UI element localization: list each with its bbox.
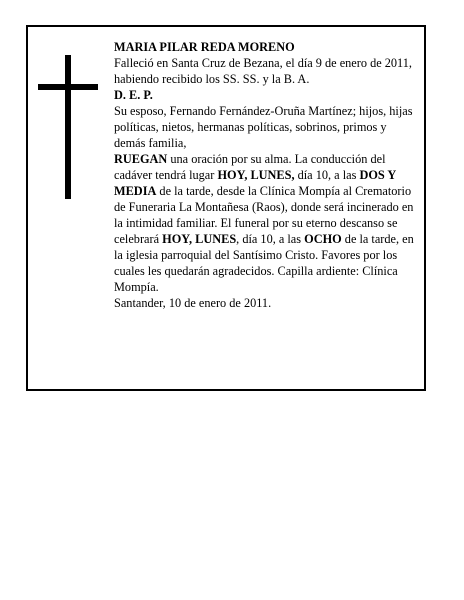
deceased-name: MARIA PILAR REDA MORENO [114,40,295,54]
cross-icon [38,55,98,199]
ceremony-details: RUEGAN una oración por su alma. La conducción del cadáver tendrá lugar HOY, LUNES, día 10, a las DOS Y MEDIA de la tarde, desde la Clínica Mompía al Crematorio de Funeraria La Montañesa (Raos), donde será incinerado en la intimidad familiar. El funeral por su eterno descanso se celebrará HOY, LUNES, día 10, a las OCHO de la tarde, en la iglesia parroquial del Santísimo Cristo. Favores por los cuales les quedarán agradecidos. Capilla ardiente: Clínica Mompía. [114,152,414,294]
death-announcement: Falleció en Santa Cruz de Bezana, el día 9 de enero de 2011, habiendo recibido los SS. SS. y la B. A. [114,56,412,86]
obituary-text [114,39,416,311]
family-list: Su esposo, Fernando Fernández-Oruña Martínez; hijos, hijas políticas, nietos, hermanas políticas, sobrinos, primos y demás familia, [114,104,413,150]
dep-label: D. E. P. [114,88,153,102]
obituary-notice [26,25,426,391]
place-date: Santander, 10 de enero de 2011. [114,296,272,310]
